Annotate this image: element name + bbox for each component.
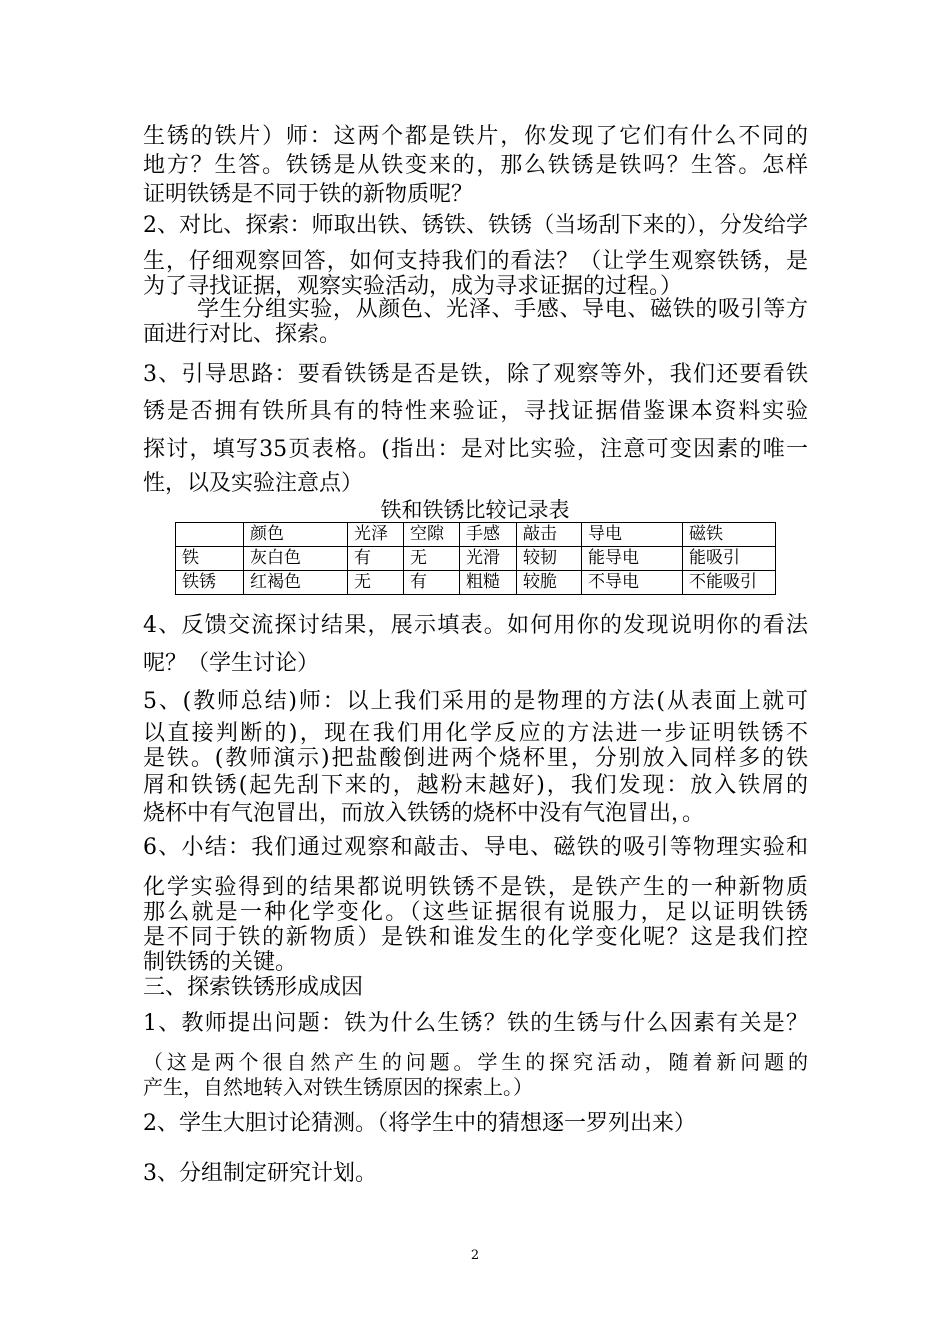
paragraph-line: 1、教师提出问题：铁为什么生锈？铁的生锈与什么因素有关是？: [143, 1011, 808, 1036]
table-cell: 红褐色: [244, 571, 348, 595]
paragraph-line: 3、分组制定研究计划。: [143, 1161, 377, 1186]
table-cell: 能导电: [582, 547, 683, 571]
paragraph-line: 4、反馈交流探讨结果，展示填表。如何用你的发现说明你的看法: [143, 613, 808, 638]
comparison-table: [175, 522, 776, 595]
page-number: 2: [470, 1248, 480, 1263]
paragraph-line: 学生分组实验，从颜色、光泽、手感、导电、磁铁的吸引等方: [197, 297, 808, 322]
table-cell: 较脆: [517, 571, 582, 595]
table-cell: 不导电: [582, 571, 683, 595]
table-cell: 铁: [176, 547, 244, 571]
table-cell: 有: [348, 547, 404, 571]
paragraph-line: 2、对比、探索：师取出铁、锈铁、铁锈（当场刮下来的），分发给学: [143, 213, 808, 238]
paragraph-line: 性，以及实验注意点）: [143, 471, 364, 496]
table-header-row: [176, 523, 776, 547]
table-caption: 铁和铁锈比较记录表: [380, 498, 570, 522]
paragraph-line: （这是两个很自然产生的问题。学生的探究活动，随着新问题的: [143, 1050, 808, 1074]
table-cell: 无: [404, 547, 460, 571]
table-cell: 不能吸引: [683, 571, 776, 595]
paragraph-line: 3、引导思路：要看铁锈是否是铁，除了观察等外，我们还要看铁: [143, 362, 808, 387]
paragraph-line: 那么就是一种化学变化。（这些证据很有说服力，足以证明铁锈: [143, 900, 808, 925]
paragraph-line: 生锈的铁片）师：这两个都是铁片，你发现了它们有什么不同的: [143, 124, 808, 149]
paragraph-line: 是铁。(教师演示)把盐酸倒进两个烧杯里，分别放入同样多的铁: [143, 746, 808, 771]
paragraph-line: 生，仔细观察回答，如何支持我们的看法？（让学生观察铁锈，是: [143, 249, 808, 274]
table-row: [176, 547, 776, 571]
table-cell: 无: [348, 571, 404, 595]
paragraph-line: 锈是否拥有铁所具有的特性来验证，寻找证据借鉴课本资料实验: [143, 399, 808, 424]
section-heading: 三、探索铁锈形成成因: [143, 975, 364, 1000]
paragraph-line: 5、(教师总结)师：以上我们采用的是物理的方法(从表面上就可: [143, 689, 808, 714]
paragraph-line: 制铁锈的关键。: [143, 950, 298, 975]
table-header-cell: 颜色: [244, 523, 348, 547]
paragraph-line: 烧杯中有气泡冒出，而放入铁锈的烧杯中没有气泡冒出，。: [143, 801, 705, 826]
paragraph-line: 探讨，填写35页表格。(指出：是对比实验，注意可变因素的唯一: [143, 437, 808, 462]
table-cell: 较韧: [517, 547, 582, 571]
paragraph-line: 呢？（学生讨论）: [143, 651, 320, 676]
paragraph-line: 面进行对比、探索。: [143, 322, 342, 347]
table-header-cell: [176, 523, 244, 547]
table-cell: 灰白色: [244, 547, 348, 571]
table-header-cell: 敲击: [517, 523, 582, 547]
table-cell: 粗糙: [460, 571, 517, 595]
table-header-cell: 磁铁: [683, 523, 776, 547]
table-header-cell: 手感: [460, 523, 517, 547]
paragraph-line: 6、小结：我们通过观察和敲击、导电、磁铁的吸引等物理实验和: [143, 835, 808, 860]
table-cell: 有: [404, 571, 460, 595]
paragraph-line: 2、学生大胆讨论猜测。（将学生中的猜想逐一罗列出来）: [143, 1111, 696, 1136]
paragraph-line: 化学实验得到的结果都说明铁锈不是铁，是铁产生的一种新物质: [143, 875, 808, 900]
paragraph-line: 是不同于铁的新物质）是铁和谁发生的化学变化呢？这是我们控: [143, 925, 808, 950]
paragraph-line: 证明铁锈是不同于铁的新物质呢？: [143, 182, 474, 207]
paragraph-line: 地方？生答。铁锈是从铁变来的，那么铁锈是铁吗？生答。怎样: [143, 153, 808, 178]
table-cell: 能吸引: [683, 547, 776, 571]
table-cell: 铁锈: [176, 571, 244, 595]
table-header-cell: 空隙: [404, 523, 460, 547]
paragraph-line: 为了寻找证据，观察实验活动，成为寻求证据的过程。）: [143, 274, 683, 299]
paragraph-line: 以直接判断的)，现在我们用化学反应的方法进一步证明铁锈不: [143, 721, 808, 746]
paragraph-line: 屑和铁锈(起先刮下来的，越粉末越好)，我们发现：放入铁屑的: [143, 773, 808, 798]
table-header-cell: 导电: [582, 523, 683, 547]
table-cell: 光滑: [460, 547, 517, 571]
paragraph-line: 产生，自然地转入对铁生锈原因的探索上。）: [143, 1075, 533, 1099]
table-row: [176, 571, 776, 595]
table-header-cell: 光泽: [348, 523, 404, 547]
